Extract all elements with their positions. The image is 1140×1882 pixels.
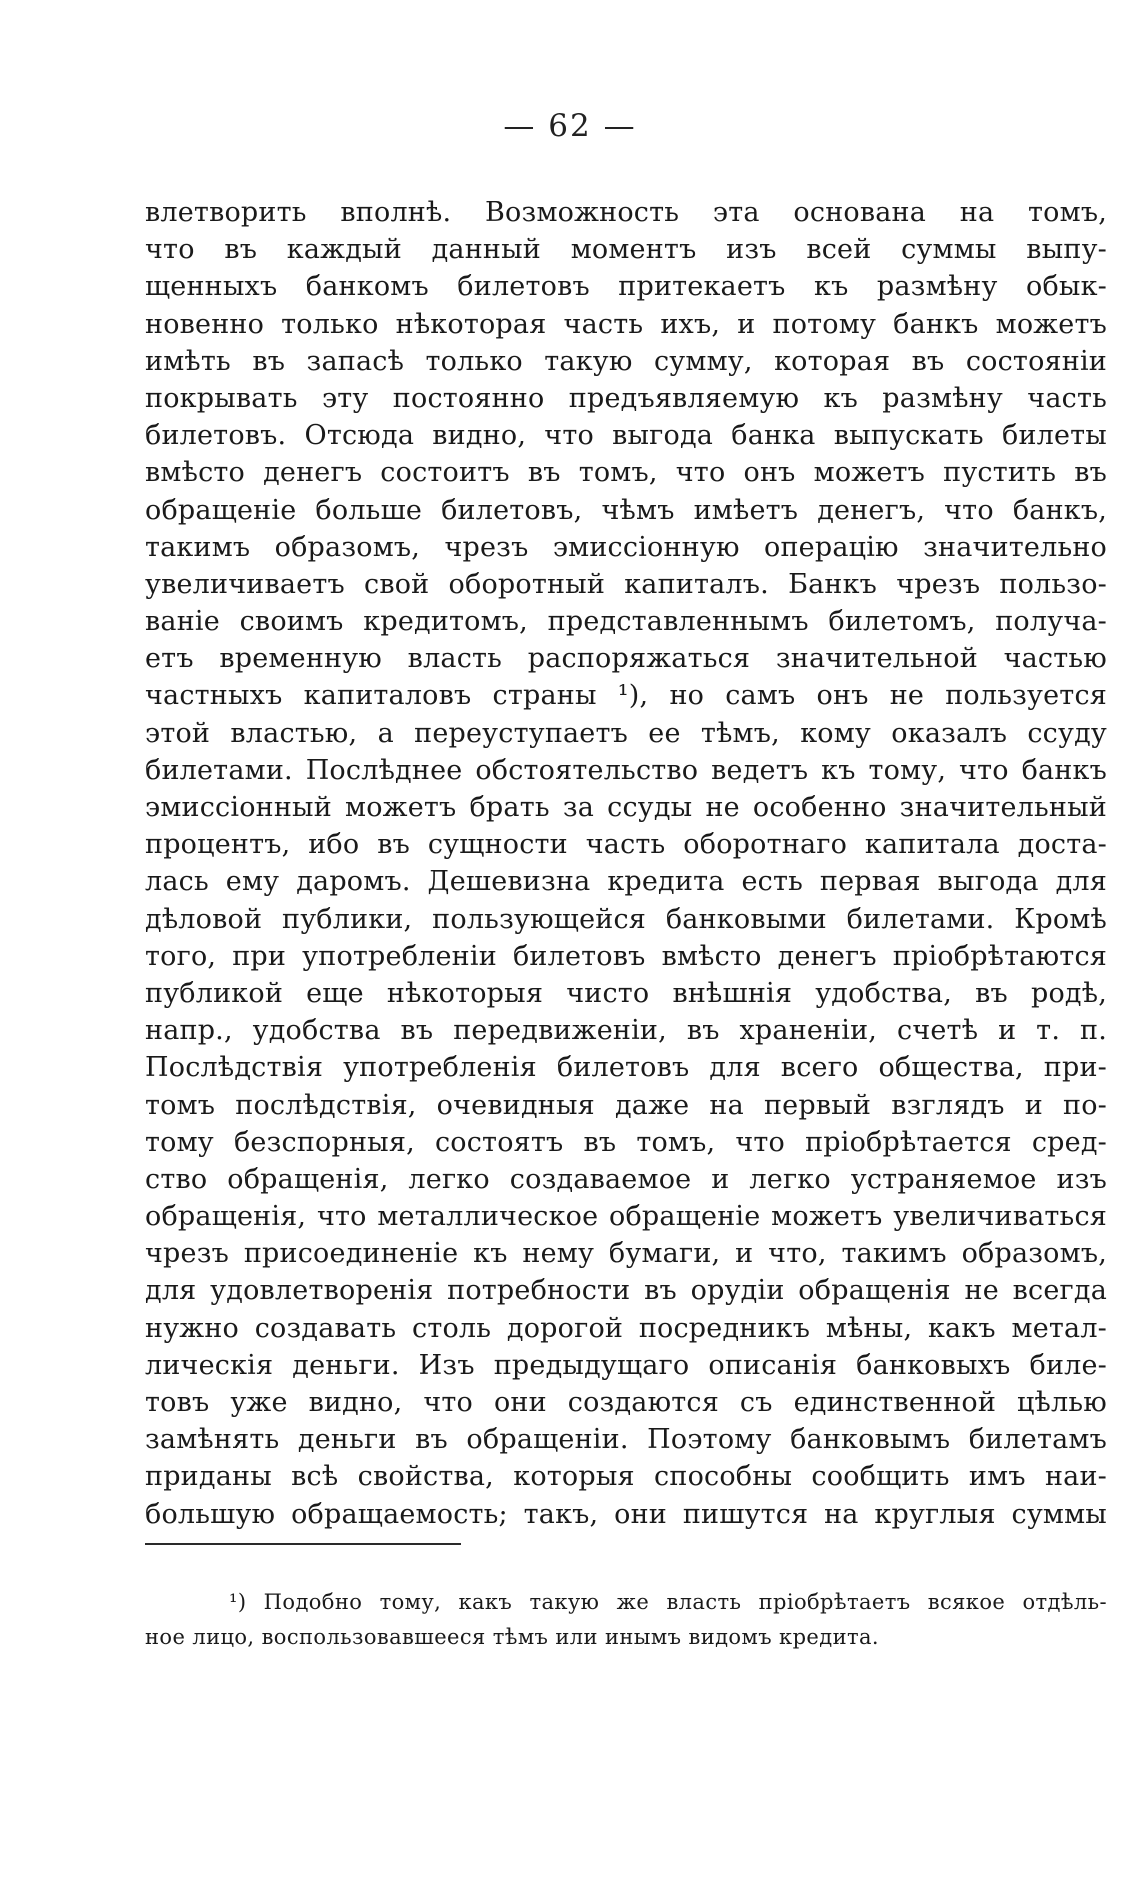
text-line: ство обращенія, легко создаваемое и легко устраняемое изъ: [145, 1163, 1107, 1195]
text-line: публикой еще нѣкоторыя чисто внѣшнія удобства, въ родѣ,: [145, 977, 1107, 1009]
text-line: эмиссіонный можетъ брать за ссуды не особенно значительный: [145, 792, 1107, 823]
text-line: напр., удобства въ передвиженіи, въ храненіи, счетѣ и т. п.: [145, 1015, 1107, 1047]
text-line: билетовъ. Отсюда видно, что выгода банка выпускать билеты: [145, 420, 1107, 452]
text-line: томъ послѣдствія, очевидныя даже на первый взглядъ и по-: [145, 1089, 1107, 1121]
text-line: частныхъ капиталовъ страны ¹), но самъ онъ не пользуется: [145, 680, 1107, 712]
text-line: обращенія, что металлическое обращеніе можетъ увеличиваться: [145, 1201, 1107, 1233]
text-line: замѣнять деньги въ обращеніи. Поэтому банковымъ билетамъ: [145, 1424, 1107, 1456]
text-line: чрезъ присоединеніе къ нему бумаги, и что, такимъ образомъ,: [145, 1238, 1107, 1270]
text-line: Послѣдствія употребленія билетовъ для всего общества, при-: [145, 1052, 1107, 1084]
text-line: того, при употребленіи билетовъ вмѣсто денегъ пріобрѣтаются: [145, 940, 1107, 972]
text-line: влетворить вполнѣ. Возможность эта основана на томъ,: [145, 197, 1107, 228]
footnotes: [145, 1585, 1107, 1655]
text-line: новенно только нѣкоторая часть ихъ, и потому банкъ можетъ: [145, 308, 1107, 340]
text-line: для удовлетворенія потребности въ орудіи обращенія не всегда: [145, 1275, 1107, 1307]
text-line: лическія деньги. Изъ предыдущаго описанія банковыхъ биле-: [145, 1349, 1107, 1381]
text-line: вмѣсто денегъ состоитъ въ томъ, что онъ можетъ пустить въ: [145, 457, 1107, 489]
text-line: этой властью, а переуступаетъ ее тѣмъ, кому оказалъ ссуду: [145, 717, 1107, 749]
text-line: большую обращаемость; такъ, они пишутся на круглыя суммы: [145, 1498, 1107, 1530]
text-line: лась ему даромъ. Дешевизна кредита есть первая выгода для: [145, 866, 1107, 898]
text-line: нужно создавать столь дорогой посредникъ мѣны, какъ метал-: [145, 1312, 1107, 1344]
text-line: приданы всѣ свойства, которыя способны сообщить имъ наи-: [145, 1461, 1107, 1493]
text-line: такимъ образомъ, чрезъ эмиссіонную операцію значительно: [145, 531, 1107, 563]
footnote-line: ное лицо, воспользовавшееся тѣмъ или инымъ видомъ кредита.: [145, 1625, 879, 1649]
text-line: имѣть въ запасѣ только такую сумму, которая въ состояніи: [145, 345, 1107, 377]
text-line: увеличиваетъ свой оборотный капиталъ. Банкъ чрезъ пользо-: [145, 568, 1107, 600]
page-number: — 62 —: [503, 108, 637, 144]
footnote-line: ¹) Подобно тому, какъ такую же власть пріобрѣтаетъ всякое отдѣль-: [229, 1590, 1107, 1614]
text-line: тому безспорныя, состоятъ въ томъ, что пріобрѣтается сред-: [145, 1126, 1107, 1158]
text-line: товъ уже видно, что они создаются съ единственной цѣлью: [145, 1387, 1107, 1418]
text-line: етъ временную власть распоряжаться значительной частью: [145, 643, 1107, 675]
text-line: дѣловой публики, пользующейся банковыми билетами. Кромѣ: [145, 903, 1107, 935]
text-line: билетами. Послѣднее обстоятельство ведетъ къ тому, что банкъ: [145, 754, 1107, 786]
body-text: [145, 194, 1107, 1533]
text-line: процентъ, ибо въ сущности часть оборотнаго капитала доста-: [145, 829, 1107, 861]
text-line: покрывать эту постоянно предъявляемую къ размѣну часть: [145, 382, 1107, 414]
footnote-divider: [145, 1543, 461, 1545]
text-line: что въ каждый данный моментъ изъ всей суммы выпу-: [145, 234, 1107, 266]
text-line: щенныхъ банкомъ билетовъ притекаетъ къ размѣну обык-: [145, 271, 1107, 303]
text-line: ваніе своимъ кредитомъ, представленнымъ билетомъ, получа-: [145, 606, 1107, 638]
text-line: обращеніе больше билетовъ, чѣмъ имѣетъ денегъ, что банкъ,: [145, 494, 1107, 526]
